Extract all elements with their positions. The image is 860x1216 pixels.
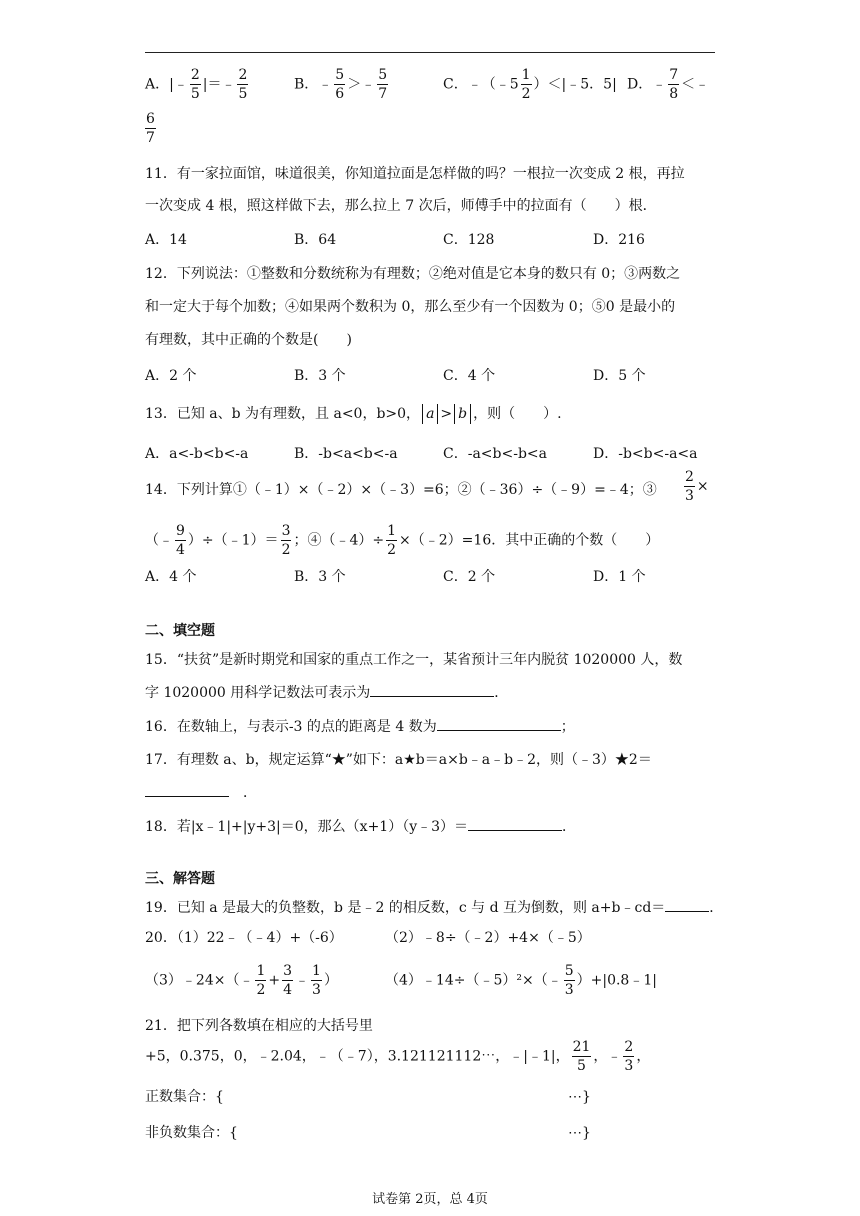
q15-answer-blank[interactable]	[370, 682, 494, 697]
q17-line1: 17．有理数 a、b，规定运算“★”如下：a★b＝a×b﹣a﹣b﹣2，则（﹣3）★2＝	[145, 752, 652, 768]
positive-set-label: 正数集合：{	[145, 1089, 224, 1105]
q12-option-b: B．3 个	[294, 368, 346, 384]
q13-option-c: C．-a<b<-b<a	[443, 446, 547, 462]
q11-option-a: A．14	[145, 232, 187, 248]
q18-line: 18．若|x﹣1|+|y+3|＝0，那么（x+1）（y﹣3）＝ ．	[145, 816, 576, 837]
q15-line1: 15．“扶贫”是新时期党和国家的重点工作之一，某省预计三年内脱贫 1020000 人，数	[145, 652, 683, 668]
q12-option-a: A．2 个	[145, 368, 197, 384]
section-fill-in-title: 二、填空题	[145, 623, 215, 639]
q12-line3: 有理数，其中正确的个数是( )	[145, 332, 352, 348]
q10-option-d: D．﹣ $\frac{7}{8}$ ＜﹣	[627, 67, 710, 102]
q10-option-d-wrap: $\frac{6}{7}$	[146, 111, 155, 146]
q14-line2: （﹣ $\frac{9}{4}$ ）÷（﹣1）＝ $\frac{3}{2}$ ；④（﹣4）÷ $\frac{1}{2}$ ×（﹣2）=16．其中正确的个数（ ）	[145, 523, 660, 558]
header-rule	[145, 52, 715, 53]
q20-part2: （2）﹣8÷（﹣2）+4×（﹣5）	[385, 930, 591, 946]
q12-line1: 12．下列说法：①整数和分数统称为有理数；②绝对值是它本身的数只有 0；③两数之	[145, 266, 681, 282]
q13-option-a: A．a<-b<b<-a	[145, 446, 249, 462]
q12-option-c: C．4 个	[443, 368, 496, 384]
nonnegative-set-close: ⋯}	[568, 1125, 591, 1141]
q20-part4: （4）﹣14÷（﹣5）²×（﹣ $\frac{5}{3}$ ）+|0.8﹣1|	[385, 963, 657, 998]
q14-line1: 14．下列计算①（﹣1）×（﹣2）×（﹣3）=6；②（﹣36）÷（﹣9）=﹣4；③	[145, 482, 657, 498]
q17-line2: ．	[145, 782, 257, 803]
q11-option-d: D．216	[593, 232, 645, 248]
q10-option-a: A．|﹣ $\frac{2}{5}$ |＝﹣ $\frac{2}{5}$	[145, 67, 248, 102]
q11-option-c: C．128	[443, 232, 495, 248]
q11-option-b: B．64	[294, 232, 337, 248]
q14-option-b: B．3 个	[294, 569, 346, 585]
page-footer: 试卷第 2页，总 4页	[372, 1192, 488, 1207]
q13-option-d: D．-b<b<-a<a	[593, 446, 698, 462]
q12-line2: 和一定大于每个加数；④如果两个数积为 0，那么至少有一个因数为 0；⑤0 是最小的	[145, 299, 676, 315]
q14-option-d: D．1 个	[593, 569, 646, 585]
positive-set-close: ⋯}	[568, 1089, 591, 1105]
q19-answer-blank[interactable]	[665, 897, 709, 912]
q12-option-d: D．5 个	[593, 368, 646, 384]
q19-line: 19．已知 a 是最大的负整数，b 是﹣2 的相反数，c 与 d 互为倒数，则 a+b﹣cd＝ ．	[145, 897, 723, 918]
q16-line: 16．在数轴上，与表示-3 的点的距离是 4 数为 ；	[145, 716, 575, 737]
q10-option-b: B．﹣ $\frac{5}{6}$ ＞﹣ $\frac{5}{7}$	[294, 67, 388, 102]
q10-option-c: C．﹣（﹣5 $\frac{1}{2}$ ）＜|﹣5．5|	[443, 67, 617, 102]
q13-stem: 13．已知 a、b 为有理数，且 a<0，b>0， a > b ，则（ ）.	[145, 406, 562, 422]
q14-line1-fraction: $\frac{2}{3}$ ×	[685, 469, 709, 504]
q13-option-b: B．-b<a<b<-a	[294, 446, 398, 462]
q18-answer-blank[interactable]	[468, 816, 562, 831]
section-solve-title: 三、解答题	[145, 871, 215, 887]
q21-numbers: +5，0.375，0，﹣2.04，﹣（﹣7），3.121121112⋯，﹣|﹣1|， $\frac{21}{5}$ ，﹣ $\frac{2}{3}$ ，	[145, 1039, 651, 1074]
q11-line1: 11．有一家拉面馆，味道很美，你知道拉面是怎样做的吗？一根拉一次变成 2 根，再拉	[145, 166, 685, 182]
q20-part3: （3）﹣24×（﹣ $\frac{1}{2}$ + $\frac{3}{4}$ ﹣ $\frac{1}{3}$ ）	[145, 963, 338, 998]
q17-answer-blank[interactable]	[145, 782, 229, 797]
q14-option-a: A．4 个	[145, 569, 197, 585]
q20-part1: 20．（1）22﹣（﹣4）+（-6）	[145, 930, 343, 946]
nonnegative-set-label: 非负数集合：{	[145, 1125, 238, 1141]
q14-option-c: C．2 个	[443, 569, 496, 585]
q15-line2: 字 1020000 用科学记数法可表示为 ．	[145, 682, 508, 703]
q21-title: 21．把下列各数填在相应的大括号里	[145, 1018, 373, 1034]
q16-answer-blank[interactable]	[437, 716, 561, 731]
q11-line2: 一次变成 4 根，照这样做下去，那么拉上 7 次后，师傅手中的拉面有（ ）根．	[145, 198, 657, 214]
